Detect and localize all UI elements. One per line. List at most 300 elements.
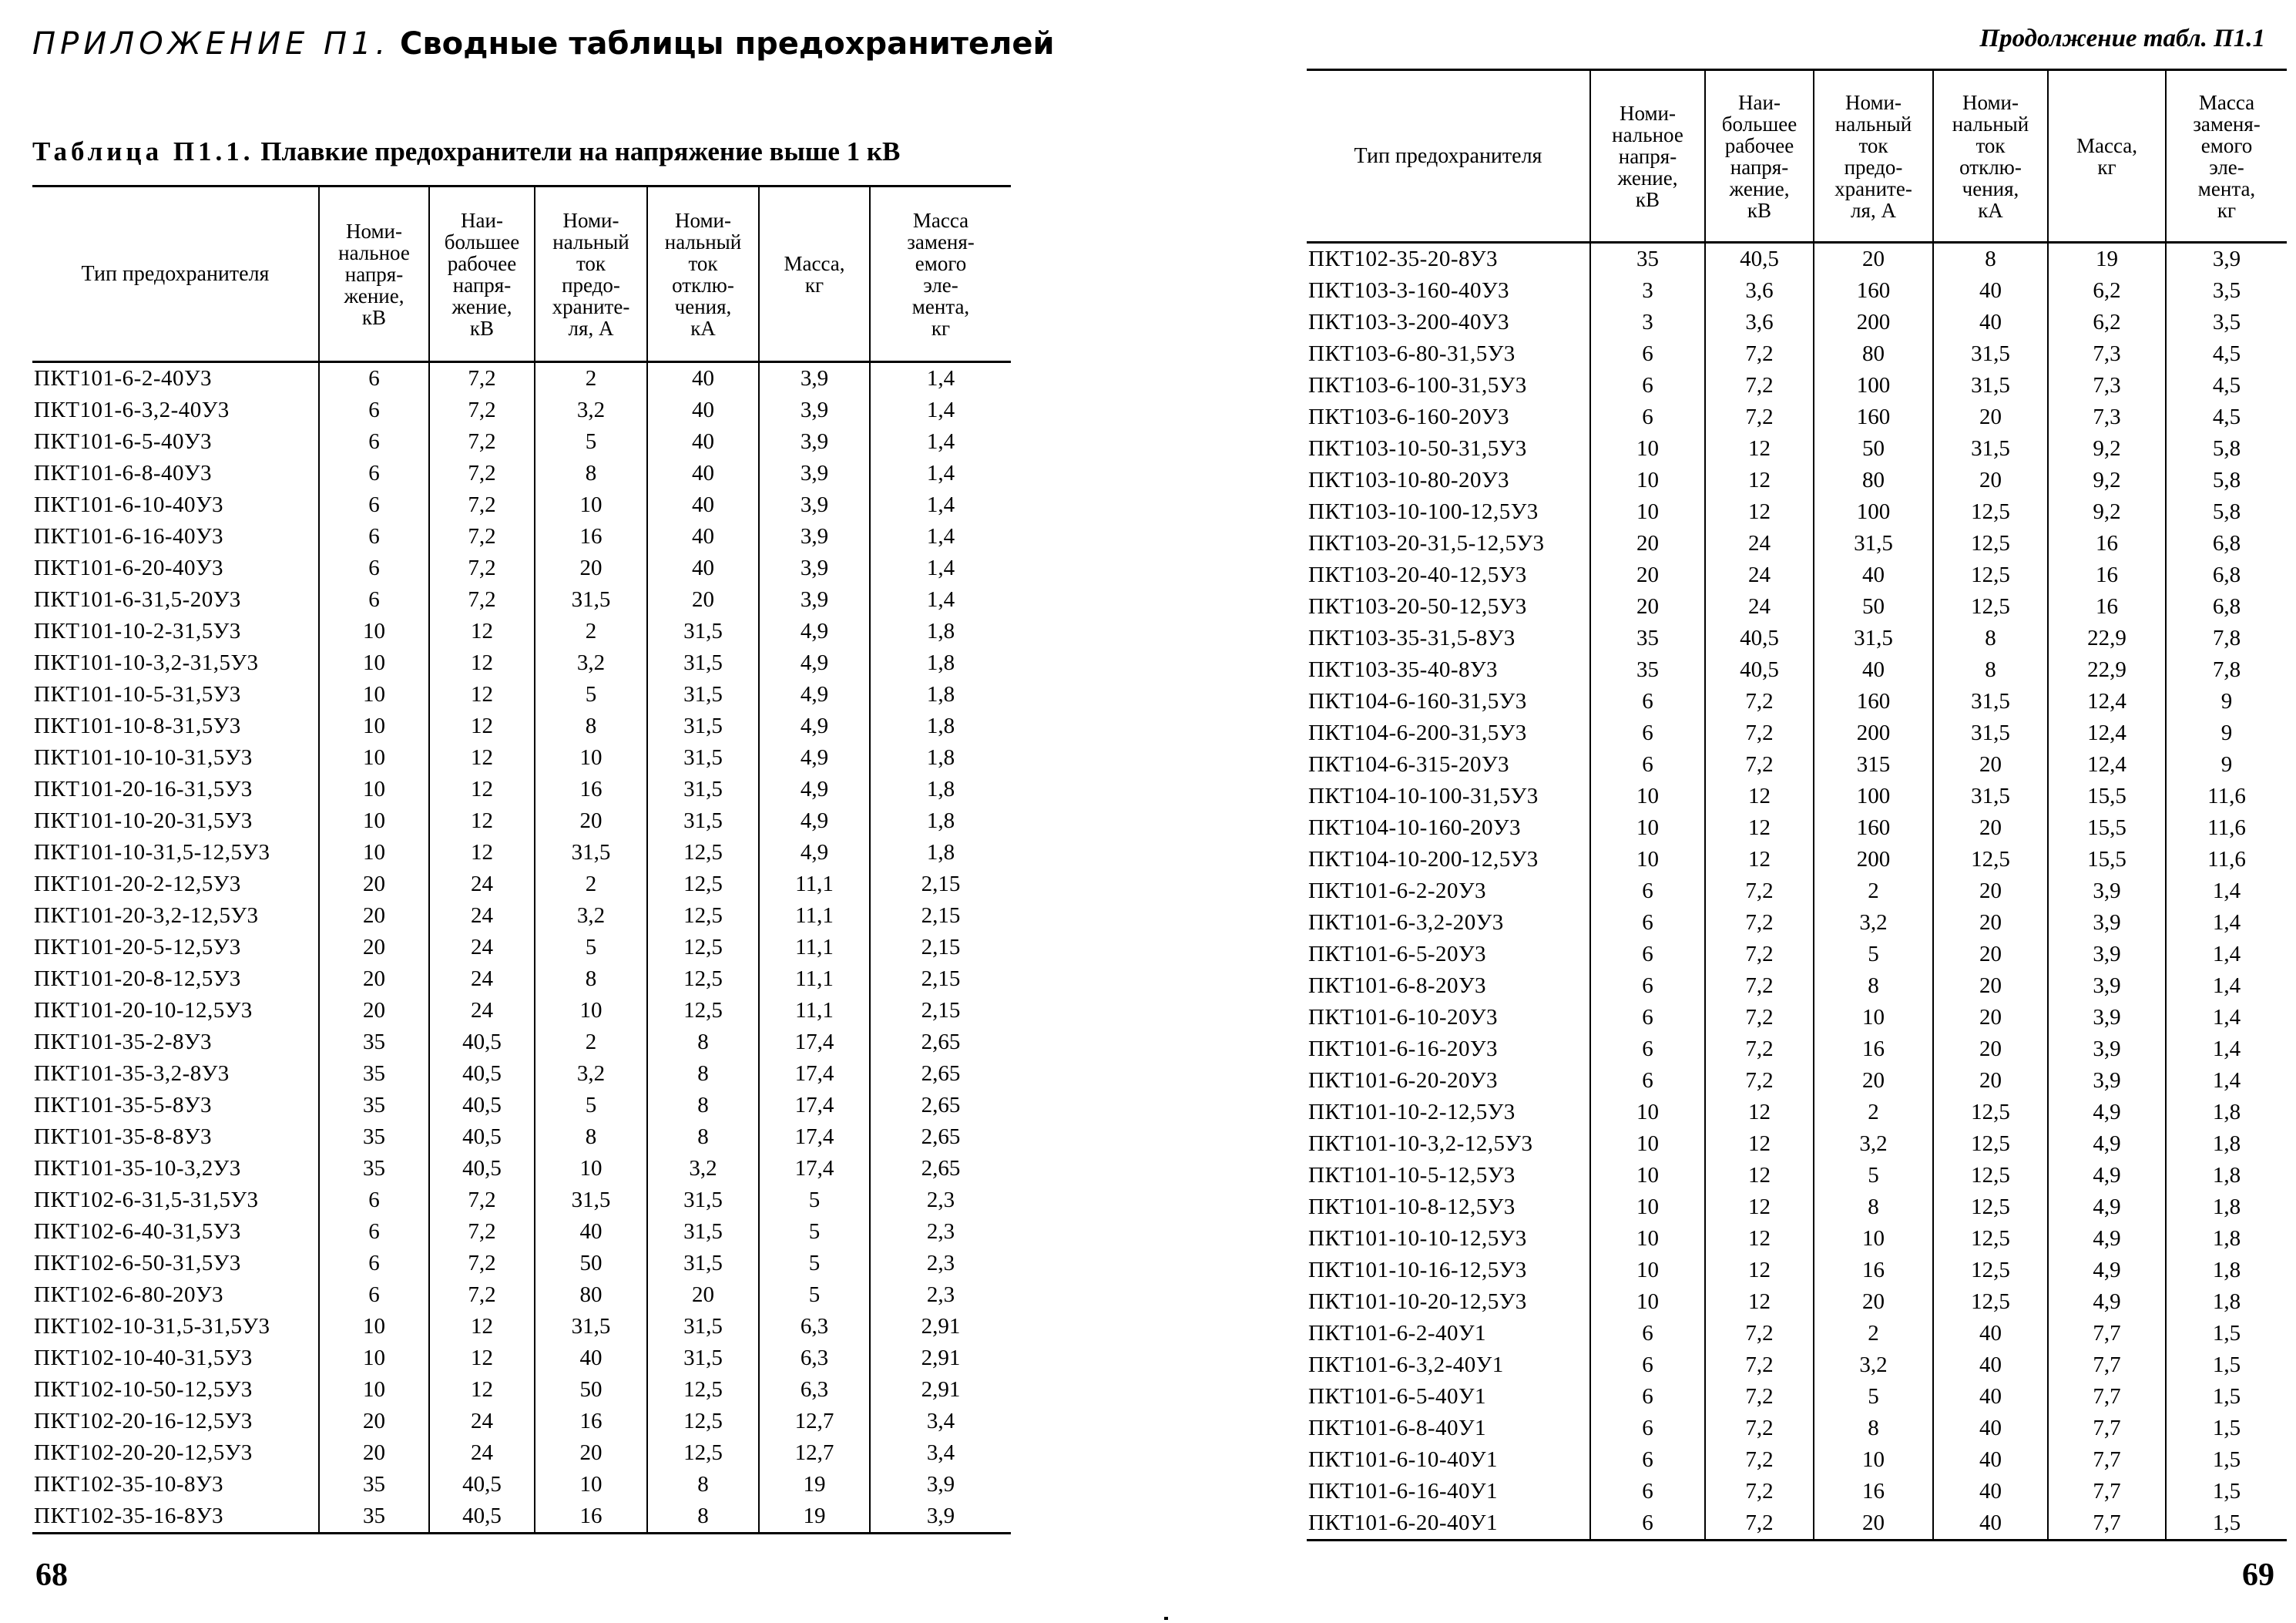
cell-max-voltage: 40,5 [1705,654,1814,686]
cell-max-voltage: 12 [1705,465,1814,496]
cell-nominal-voltage: 10 [319,837,429,869]
cell-nominal-current: 2 [1814,875,1933,907]
cell-nominal-voltage: 10 [319,774,429,805]
cell-nominal-voltage: 6 [1590,1065,1705,1097]
cell-type: ПКТ101-10-2-31,5У3 [34,619,241,643]
cell-nominal-voltage: 6 [1590,717,1705,749]
cell-breaking-current: 31,5 [647,805,759,837]
cell-nominal-current: 200 [1814,844,1933,875]
cell-nominal-current: 40 [535,1216,647,1248]
cell-max-voltage: 12 [1705,1255,1814,1286]
cell-mass: 3,9 [2048,1065,2166,1097]
cell-element-mass: 2,15 [870,932,1011,963]
cell-type: ПКТ102-6-80-20У3 [34,1282,224,1307]
table-row [1307,749,2287,781]
cell-type: ПКТ101-35-8-8У3 [34,1124,213,1149]
cell-max-voltage: 24 [1705,559,1814,591]
cell-mass: 19 [759,1469,870,1500]
cell-breaking-current: 40 [1933,1349,2048,1381]
cell-type: ПКТ101-6-5-20У3 [1308,942,1487,966]
cell-nominal-current: 160 [1814,275,1933,307]
cell-type: ПКТ101-6-3,2-40У3 [34,398,230,422]
cell-type: ПКТ103-6-80-31,5У3 [1308,341,1516,366]
cell-breaking-current: 12,5 [1933,496,2048,528]
cell-max-voltage: 7,2 [429,426,535,458]
cell-type: ПКТ104-6-160-31,5У3 [1308,689,1527,714]
cell-mass: 11,1 [759,869,870,900]
cell-breaking-current: 20 [1933,939,2048,970]
cell-breaking-current: 31,5 [1933,781,2048,812]
cell-element-mass: 1,8 [2166,1286,2287,1318]
cell-type: ПКТ103-10-100-12,5У3 [1308,499,1539,524]
table-row [32,774,1011,805]
cell-max-voltage: 7,2 [429,521,535,553]
cell-nominal-current: 5 [1814,939,1933,970]
cell-type: ПКТ101-35-3,2-8У3 [34,1061,230,1086]
table-row [32,1090,1011,1121]
cell-max-voltage: 12 [429,837,535,869]
cell-type: ПКТ102-10-31,5-31,5У3 [34,1314,270,1339]
cell-type: ПКТ101-10-16-12,5У3 [1308,1258,1527,1282]
cell-mass: 3,9 [759,426,870,458]
cell-nominal-voltage: 10 [1590,1160,1705,1191]
table-row [1307,496,2287,528]
table-row [1307,465,2287,496]
cell-nominal-current: 3,2 [1814,1349,1933,1381]
cell-type: ПКТ103-20-40-12,5У3 [1308,563,1527,587]
table-row [32,458,1011,489]
cell-max-voltage: 12 [1705,781,1814,812]
cell-element-mass: 1,4 [870,395,1011,426]
table-row [32,837,1011,869]
cell-nominal-current: 20 [535,1437,647,1469]
table-row [32,711,1011,742]
cell-max-voltage: 7,2 [1705,338,1814,370]
cell-mass: 7,7 [2048,1349,2166,1381]
table-row [1307,275,2287,307]
cell-nominal-voltage: 6 [319,553,429,584]
cell-type: ПКТ101-6-5-40У1 [1308,1384,1487,1409]
cell-mass: 15,5 [2048,844,2166,875]
cell-nominal-voltage: 10 [1590,1286,1705,1318]
cell-nominal-voltage: 20 [319,963,429,995]
cell-element-mass: 1,5 [2166,1381,2287,1413]
cell-max-voltage: 12 [429,1374,535,1406]
cell-type: ПКТ101-35-10-3,2У3 [34,1156,241,1181]
cell-mass: 12,7 [759,1437,870,1469]
table-row [1307,654,2287,686]
page-number-right: 69 [2242,1557,2274,1593]
cell-type: ПКТ101-6-8-20У3 [1308,973,1487,998]
appendix-subtitle: Сводные таблицы предохранителей [400,26,1055,62]
cell-breaking-current: 8 [647,1090,759,1121]
cell-type: ПКТ101-6-2-20У3 [1308,879,1487,903]
cell-element-mass: 5,8 [2166,496,2287,528]
cell-type: ПКТ101-6-16-20У3 [1308,1037,1499,1061]
cell-element-mass: 1,8 [2166,1097,2287,1128]
cell-element-mass: 2,65 [870,1027,1011,1058]
cell-max-voltage: 12 [1705,1160,1814,1191]
cell-element-mass: 1,4 [2166,875,2287,907]
cell-type: ПКТ101-10-10-12,5У3 [1308,1226,1527,1251]
cell-element-mass: 3,4 [870,1437,1011,1469]
table-row [1307,559,2287,591]
cell-type: ПКТ101-20-2-12,5У3 [34,872,241,896]
cell-max-voltage: 24 [429,900,535,932]
cell-max-voltage: 7,2 [1705,939,1814,970]
cell-nominal-voltage: 6 [1590,970,1705,1002]
cell-breaking-current: 12,5 [647,932,759,963]
cell-max-voltage: 7,2 [429,1184,535,1216]
column-header-nominal-voltage: Номи- нальное напря- жение, кВ [319,186,429,362]
column-header-max-voltage: Наи- большее рабочее напря- жение, кВ [429,186,535,362]
cell-mass: 5 [759,1216,870,1248]
cell-element-mass: 7,8 [2166,654,2287,686]
cell-nominal-current: 10 [535,1153,647,1184]
cell-mass: 5 [759,1184,870,1216]
cell-type: ПКТ101-6-20-40У3 [34,556,224,580]
table-row [32,900,1011,932]
cell-nominal-current: 2 [1814,1097,1933,1128]
cell-nominal-voltage: 10 [319,805,429,837]
cell-max-voltage: 40,5 [429,1090,535,1121]
cell-mass: 9,2 [2048,496,2166,528]
cell-element-mass: 9 [2166,749,2287,781]
cell-breaking-current: 20 [1933,875,2048,907]
cell-type: ПКТ101-10-20-12,5У3 [1308,1289,1527,1314]
cell-nominal-voltage: 10 [319,1374,429,1406]
cell-element-mass: 3,9 [870,1500,1011,1534]
table-caption [32,136,900,167]
cell-element-mass: 5,8 [2166,433,2287,465]
cell-breaking-current: 40 [647,362,759,395]
cell-breaking-current: 8 [647,1027,759,1058]
table-row [32,1058,1011,1090]
table-row [1307,1128,2287,1160]
cell-breaking-current: 31,5 [1933,338,2048,370]
cell-breaking-current: 12,5 [1933,1160,2048,1191]
cell-element-mass: 2,65 [870,1058,1011,1090]
continuation-caption: Продолжение табл. П1.1 [1979,25,2265,52]
cell-element-mass: 1,8 [870,616,1011,647]
cell-nominal-current: 8 [535,458,647,489]
cell-mass: 19 [2048,243,2166,276]
cell-type: ПКТ101-10-5-12,5У3 [1308,1163,1516,1188]
cell-nominal-voltage: 20 [1590,591,1705,623]
cell-max-voltage: 7,2 [1705,1413,1814,1444]
cell-breaking-current: 12,5 [1933,844,2048,875]
cell-max-voltage: 12 [1705,1097,1814,1128]
cell-nominal-voltage: 3 [1590,307,1705,338]
cell-nominal-current: 160 [1814,812,1933,844]
cell-nominal-current: 5 [535,679,647,711]
cell-nominal-voltage: 6 [1590,686,1705,717]
cell-max-voltage: 7,2 [1705,1381,1814,1413]
table-row [1307,1097,2287,1128]
cell-breaking-current: 12,5 [647,1437,759,1469]
cell-type: ПКТ102-6-50-31,5У3 [34,1251,241,1275]
cell-breaking-current: 8 [647,1121,759,1153]
cell-max-voltage: 12 [1705,433,1814,465]
cell-element-mass: 11,6 [2166,812,2287,844]
fuse-table-left [32,185,1011,1534]
cell-element-mass: 1,4 [2166,907,2287,939]
cell-mass: 4,9 [2048,1128,2166,1160]
cell-type: ПКТ102-20-16-12,5У3 [34,1409,253,1433]
table-row [1307,1065,2287,1097]
cell-mass: 11,1 [759,932,870,963]
cell-nominal-current: 2 [535,362,647,395]
cell-element-mass: 1,8 [870,679,1011,711]
cell-max-voltage: 7,2 [429,489,535,521]
cell-max-voltage: 7,2 [1705,907,1814,939]
cell-element-mass: 1,8 [2166,1191,2287,1223]
cell-max-voltage: 12 [1705,496,1814,528]
cell-nominal-current: 3,2 [535,1058,647,1090]
table-row [1307,591,2287,623]
cell-breaking-current: 8 [647,1058,759,1090]
cell-max-voltage: 40,5 [429,1469,535,1500]
cell-max-voltage: 7,2 [1705,686,1814,717]
cell-element-mass: 2,65 [870,1121,1011,1153]
table-row [32,521,1011,553]
cell-max-voltage: 12 [429,679,535,711]
cell-max-voltage: 7,2 [429,553,535,584]
cell-nominal-current: 100 [1814,370,1933,402]
cell-mass: 7,3 [2048,370,2166,402]
cell-mass: 22,9 [2048,623,2166,654]
cell-mass: 15,5 [2048,812,2166,844]
cell-nominal-voltage: 10 [1590,496,1705,528]
cell-max-voltage: 12 [429,1311,535,1342]
cell-mass: 3,9 [2048,875,2166,907]
cell-element-mass: 4,5 [2166,338,2287,370]
cell-mass: 9,2 [2048,465,2166,496]
cell-nominal-current: 16 [1814,1476,1933,1507]
cell-nominal-current: 31,5 [1814,623,1933,654]
cell-breaking-current: 40 [647,521,759,553]
cell-max-voltage: 12 [429,805,535,837]
cell-max-voltage: 12 [429,1342,535,1374]
cell-mass: 7,7 [2048,1413,2166,1444]
cell-element-mass: 3,9 [870,1469,1011,1500]
table-row [1307,1413,2287,1444]
cell-max-voltage: 12 [1705,844,1814,875]
cell-max-voltage: 12 [1705,1128,1814,1160]
cell-nominal-voltage: 10 [319,711,429,742]
cell-mass: 4,9 [2048,1223,2166,1255]
cell-mass: 15,5 [2048,781,2166,812]
cell-nominal-voltage: 10 [1590,1128,1705,1160]
cell-nominal-current: 200 [1814,307,1933,338]
cell-nominal-current: 8 [1814,1413,1933,1444]
cell-nominal-current: 80 [1814,338,1933,370]
table-row [32,616,1011,647]
cell-max-voltage: 7,2 [429,458,535,489]
cell-max-voltage: 7,2 [1705,717,1814,749]
cell-max-voltage: 12 [1705,1286,1814,1318]
cell-mass: 3,9 [2048,939,2166,970]
cell-mass: 4,9 [2048,1286,2166,1318]
cell-max-voltage: 7,2 [1705,1002,1814,1033]
cell-nominal-current: 16 [535,774,647,805]
cell-element-mass: 1,8 [2166,1160,2287,1191]
cell-mass: 3,9 [759,584,870,616]
cell-mass: 16 [2048,559,2166,591]
cell-breaking-current: 20 [1933,402,2048,433]
table-label: Таблица П1.1. [32,136,254,166]
cell-max-voltage: 7,2 [1705,370,1814,402]
table-row [1307,1223,2287,1255]
cell-type: ПКТ101-6-10-20У3 [1308,1005,1499,1030]
cell-nominal-voltage: 6 [319,426,429,458]
cell-mass: 7,7 [2048,1381,2166,1413]
cell-nominal-voltage: 6 [1590,749,1705,781]
cell-element-mass: 2,15 [870,900,1011,932]
cell-element-mass: 1,4 [2166,1065,2287,1097]
cell-mass: 6,3 [759,1342,870,1374]
table-row [1307,717,2287,749]
cell-nominal-current: 10 [1814,1223,1933,1255]
table-row [32,869,1011,900]
cell-breaking-current: 12,5 [647,869,759,900]
column-header-mass: Масса, кг [2048,70,2166,243]
cell-mass: 9,2 [2048,433,2166,465]
cell-nominal-current: 20 [1814,1286,1933,1318]
cell-max-voltage: 12 [1705,812,1814,844]
cell-type: ПКТ101-10-31,5-12,5У3 [34,840,270,865]
cell-breaking-current: 40 [647,489,759,521]
cell-type: ПКТ101-6-8-40У3 [34,461,213,486]
table-row [1307,1255,2287,1286]
table-row [32,963,1011,995]
cell-max-voltage: 40,5 [429,1500,535,1534]
cell-type: ПКТ104-10-100-31,5У3 [1308,784,1539,808]
table-row [32,1279,1011,1311]
cell-mass: 12,4 [2048,749,2166,781]
cell-mass: 5 [759,1279,870,1311]
cell-nominal-voltage: 10 [1590,1191,1705,1223]
cell-nominal-current: 8 [1814,1191,1933,1223]
cell-element-mass: 1,8 [870,711,1011,742]
cell-type: ПКТ101-6-10-40У3 [34,492,224,517]
cell-max-voltage: 12 [429,711,535,742]
cell-element-mass: 1,4 [870,458,1011,489]
cell-type: ПКТ101-6-8-40У1 [1308,1416,1487,1440]
column-header-nominal-current: Номи- нальный ток предо- храните- ля, А [1814,70,1933,243]
cell-nominal-current: 2 [535,869,647,900]
column-header-element-mass: Масса заменя- емого эле- мента, кг [870,186,1011,362]
cell-breaking-current: 20 [1933,1002,2048,1033]
cell-max-voltage: 3,6 [1705,307,1814,338]
cell-nominal-voltage: 6 [319,395,429,426]
table-row [32,1311,1011,1342]
cell-nominal-current: 10 [1814,1002,1933,1033]
cell-mass: 4,9 [759,805,870,837]
cell-type: ПКТ101-10-10-31,5У3 [34,745,253,770]
cell-max-voltage: 24 [429,995,535,1027]
cell-max-voltage: 7,2 [1705,1507,1814,1541]
cell-nominal-current: 80 [1814,465,1933,496]
cell-nominal-current: 8 [1814,970,1933,1002]
gutter-mark [1164,1617,1168,1620]
cell-nominal-current: 31,5 [1814,528,1933,559]
cell-mass: 4,9 [759,742,870,774]
cell-nominal-current: 31,5 [535,837,647,869]
cell-type: ПКТ101-6-5-40У3 [34,429,213,454]
cell-element-mass: 2,15 [870,995,1011,1027]
cell-nominal-voltage: 6 [319,584,429,616]
cell-type: ПКТ102-20-20-12,5У3 [34,1440,253,1465]
cell-element-mass: 1,4 [870,553,1011,584]
cell-max-voltage: 7,2 [429,395,535,426]
cell-element-mass: 1,5 [2166,1413,2287,1444]
table-row [32,395,1011,426]
cell-breaking-current: 8 [1933,243,2048,276]
cell-breaking-current: 12,5 [647,1406,759,1437]
table-row [1307,1476,2287,1507]
cell-nominal-voltage: 10 [319,647,429,679]
cell-element-mass: 2,3 [870,1216,1011,1248]
cell-nominal-current: 8 [535,1121,647,1153]
cell-type: ПКТ101-20-3,2-12,5У3 [34,903,259,928]
cell-type: ПКТ101-10-3,2-31,5У3 [34,650,259,675]
cell-nominal-voltage: 6 [1590,1507,1705,1541]
table-row [32,362,1011,395]
table-row [1307,1033,2287,1065]
cell-max-voltage: 7,2 [1705,1349,1814,1381]
table-row [1307,686,2287,717]
appendix-title [32,26,1055,62]
cell-nominal-voltage: 35 [319,1090,429,1121]
appendix-label: ПРИЛОЖЕНИЕ П1. [32,26,391,62]
cell-nominal-current: 5 [535,932,647,963]
cell-mass: 4,9 [2048,1160,2166,1191]
cell-type: ПКТ103-3-160-40У3 [1308,278,1510,303]
cell-element-mass: 11,6 [2166,781,2287,812]
cell-element-mass: 3,5 [2166,275,2287,307]
cell-nominal-voltage: 10 [1590,1097,1705,1128]
cell-breaking-current: 8 [647,1500,759,1534]
cell-nominal-voltage: 10 [319,679,429,711]
cell-type: ПКТ101-6-3,2-20У3 [1308,910,1504,935]
cell-mass: 7,7 [2048,1476,2166,1507]
table-row [32,995,1011,1027]
cell-mass: 3,9 [2048,1033,2166,1065]
cell-type: ПКТ104-10-200-12,5У3 [1308,847,1539,872]
cell-mass: 11,1 [759,995,870,1027]
cell-element-mass: 1,8 [2166,1223,2287,1255]
cell-type: ПКТ104-6-315-20У3 [1308,752,1510,777]
table-row [1307,433,2287,465]
column-header-nominal-current: Номи- нальный ток предо- храните- ля, А [535,186,647,362]
cell-element-mass: 2,65 [870,1090,1011,1121]
cell-nominal-current: 31,5 [535,584,647,616]
cell-nominal-voltage: 6 [1590,1033,1705,1065]
cell-max-voltage: 7,2 [429,1216,535,1248]
table-row [32,805,1011,837]
cell-nominal-voltage: 6 [319,521,429,553]
cell-element-mass: 1,5 [2166,1444,2287,1476]
cell-mass: 3,9 [759,458,870,489]
table-row [1307,1286,2287,1318]
table-row [1307,781,2287,812]
table-row [1307,338,2287,370]
cell-breaking-current: 20 [1933,907,2048,939]
cell-breaking-current: 31,5 [1933,717,2048,749]
cell-nominal-voltage: 35 [1590,243,1705,276]
cell-nominal-current: 31,5 [535,1311,647,1342]
